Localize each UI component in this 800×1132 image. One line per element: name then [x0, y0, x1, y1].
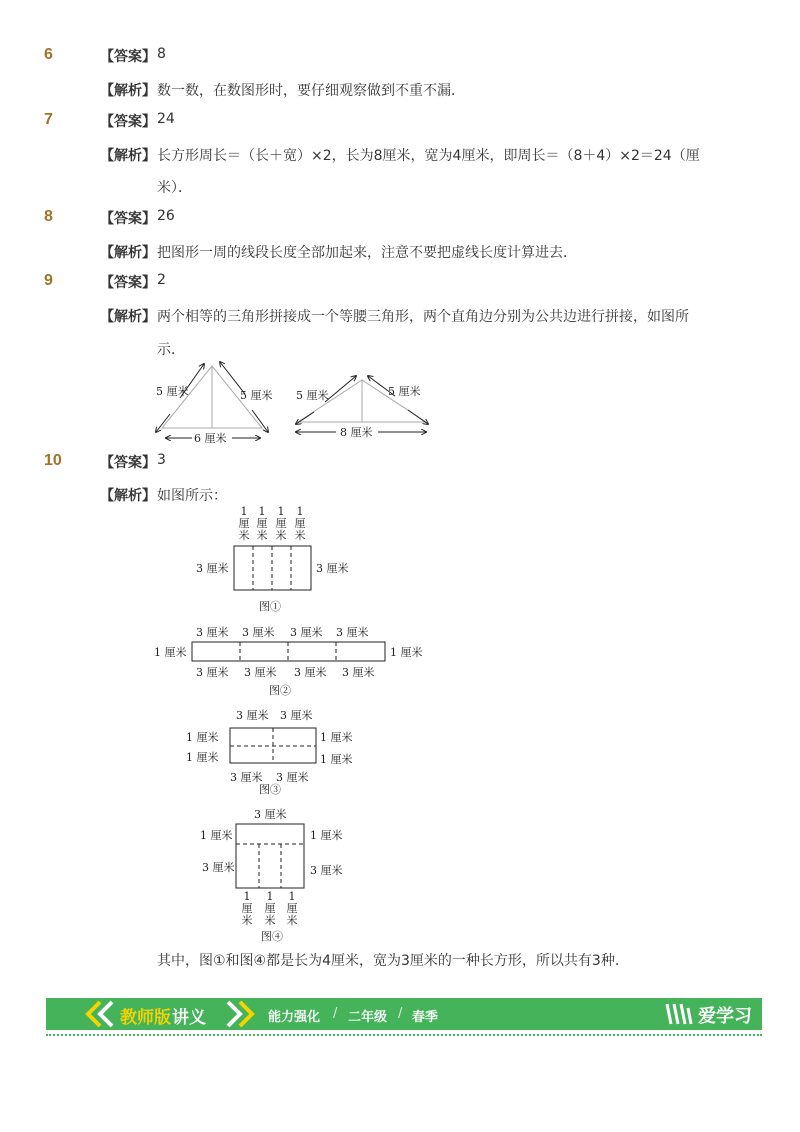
svg-text:3 厘米: 3 厘米: [244, 666, 277, 679]
answer-text: 24: [157, 111, 175, 127]
svg-text:3 厘米: 3 厘米: [290, 626, 323, 639]
svg-text:厘: 厘: [294, 517, 306, 530]
svg-text:1 厘米: 1 厘米: [320, 731, 353, 744]
svg-text:厘: 厘: [264, 902, 276, 915]
figure-1: [190, 506, 360, 616]
grade-label: 二年级: [348, 1010, 388, 1025]
svg-text:3 厘米: 3 厘米: [336, 626, 369, 639]
svg-text:米: 米: [238, 529, 250, 542]
svg-text:3 厘米: 3 厘米: [254, 808, 287, 821]
svg-text:3 厘米: 3 厘米: [342, 666, 375, 679]
svg-text:3 厘米: 3 厘米: [230, 771, 263, 784]
svg-text:3 厘米: 3 厘米: [276, 771, 309, 784]
svg-text:米: 米: [294, 529, 306, 542]
svg-text:3 厘米: 3 厘米: [196, 666, 229, 679]
separator: /: [333, 1006, 338, 1021]
question-number: 9: [44, 272, 53, 289]
brand-name: 爱学习: [698, 1006, 752, 1027]
analysis-text: 长方形周长＝（长＋宽）×2，长为8厘米，宽为4厘米，即周长＝（8＋4）×2＝24（厘: [157, 148, 700, 164]
analysis-text: 数一数，在数图形时，要仔细观察做到不重不漏．: [157, 83, 465, 99]
analysis-tag: 【解析】: [100, 148, 156, 164]
label-3cm-left: 3 厘米: [196, 562, 229, 575]
label-side-left: 5 厘米: [156, 385, 189, 398]
svg-text:3 厘米: 3 厘米: [196, 626, 229, 639]
answer-text: 3: [157, 452, 166, 468]
figure-4: [196, 806, 356, 946]
answer-tag: 【答案】: [100, 211, 156, 227]
label-side-right: 5 厘米: [240, 389, 273, 402]
analysis-text: 如图所示：: [157, 488, 227, 504]
question-number: 8: [44, 208, 53, 225]
analysis-text-continued: 示．: [157, 342, 185, 358]
caption: 图③: [259, 783, 281, 796]
svg-text:1 厘米: 1 厘米: [186, 731, 219, 744]
svg-text:米: 米: [275, 529, 287, 542]
svg-text:1 厘米: 1 厘米: [200, 829, 233, 842]
svg-text:厘: 厘: [256, 517, 268, 530]
chevron-right-icon: [222, 1000, 262, 1028]
svg-text:1 厘米: 1 厘米: [320, 753, 353, 766]
conclusion-text: 其中，图①和图④都是长为4厘米，宽为3厘米的一种长方形，所以共有3种.: [157, 953, 620, 969]
arrow-line: [325, 376, 356, 402]
season-label: 春季: [412, 1010, 439, 1025]
analysis-tag: 【解析】: [100, 245, 156, 261]
analysis-tag: 【解析】: [100, 488, 156, 504]
analysis-text-continued: 米）．: [157, 180, 192, 196]
svg-text:厘: 厘: [238, 517, 250, 530]
svg-text:1: 1: [243, 890, 251, 903]
question-number: 10: [44, 452, 62, 469]
answer-text: 26: [157, 208, 175, 224]
label-base-right: 8 厘米: [340, 426, 373, 439]
footer-bar: [46, 998, 762, 1030]
label-side-left: 5 厘米: [296, 389, 329, 402]
lecture-label: 讲义: [172, 1008, 206, 1028]
label-1cm-stacked: [239, 506, 306, 542]
analysis-text: 把图形一周的线段长度全部加起来，注意不要把虚线长度计算进去．: [157, 245, 577, 261]
caption: 图①: [259, 600, 281, 613]
question-number: 6: [44, 46, 53, 63]
svg-text:3 厘米: 3 厘米: [294, 666, 327, 679]
triangle-figures: [140, 358, 440, 450]
separator: /: [398, 1006, 403, 1021]
svg-text:3 厘米: 3 厘米: [280, 709, 313, 722]
arrow-line: [252, 410, 268, 432]
svg-text:1: 1: [288, 890, 296, 903]
answer-tag: 【答案】: [100, 49, 156, 65]
svg-text:米: 米: [241, 914, 253, 927]
answer-tag: 【答案】: [100, 455, 156, 471]
caption: 图②: [269, 684, 291, 697]
chevron-left-icon: [82, 1000, 122, 1028]
answer-text: 8: [157, 46, 166, 62]
figure-2: [150, 622, 430, 700]
course-label: 能力强化: [268, 1010, 321, 1025]
svg-text:厘: 厘: [241, 902, 253, 915]
footer-dotted-divider: [46, 1034, 762, 1036]
analysis-tag: 【解析】: [100, 83, 156, 99]
svg-text:米: 米: [264, 914, 276, 927]
svg-text:3 厘米: 3 厘米: [202, 861, 235, 874]
svg-text:1 厘米: 1 厘米: [154, 646, 187, 659]
answer-tag: 【答案】: [100, 114, 156, 130]
question-number: 7: [44, 111, 53, 128]
caption: 图④: [261, 930, 283, 943]
answer-text: 2: [157, 272, 166, 288]
svg-text:1 厘米: 1 厘米: [186, 751, 219, 764]
svg-text:1: 1: [258, 506, 266, 518]
edition-label: 教师版: [120, 1008, 171, 1028]
analysis-text: 两个相等的三角形拼接成一个等腰三角形，两个直角边分别为公共边进行拼接，如图所: [157, 309, 689, 325]
arrow-line: [156, 414, 170, 432]
figure-3: [180, 706, 370, 798]
analysis-tag: 【解析】: [100, 309, 156, 325]
answer-tag: 【答案】: [100, 275, 156, 291]
svg-text:米: 米: [286, 914, 298, 927]
svg-text:1: 1: [266, 890, 274, 903]
svg-text:3 厘米: 3 厘米: [310, 864, 343, 877]
svg-text:1 厘米: 1 厘米: [310, 829, 343, 842]
svg-text:3 厘米: 3 厘米: [236, 709, 269, 722]
brand-logo-icon: [664, 1002, 694, 1026]
label-base-left: 6 厘米: [194, 432, 227, 445]
svg-text:厘: 厘: [275, 517, 287, 530]
label-3cm-right: 3 厘米: [316, 562, 349, 575]
label-side-right: 5 厘米: [388, 385, 421, 398]
svg-text:1 厘米: 1 厘米: [390, 646, 423, 659]
svg-text:1: 1: [277, 506, 285, 518]
svg-text:3 厘米: 3 厘米: [242, 626, 275, 639]
svg-text:米: 米: [256, 529, 268, 542]
svg-text:厘: 厘: [286, 902, 298, 915]
svg-text:1: 1: [296, 506, 304, 518]
svg-text:1: 1: [240, 506, 248, 518]
